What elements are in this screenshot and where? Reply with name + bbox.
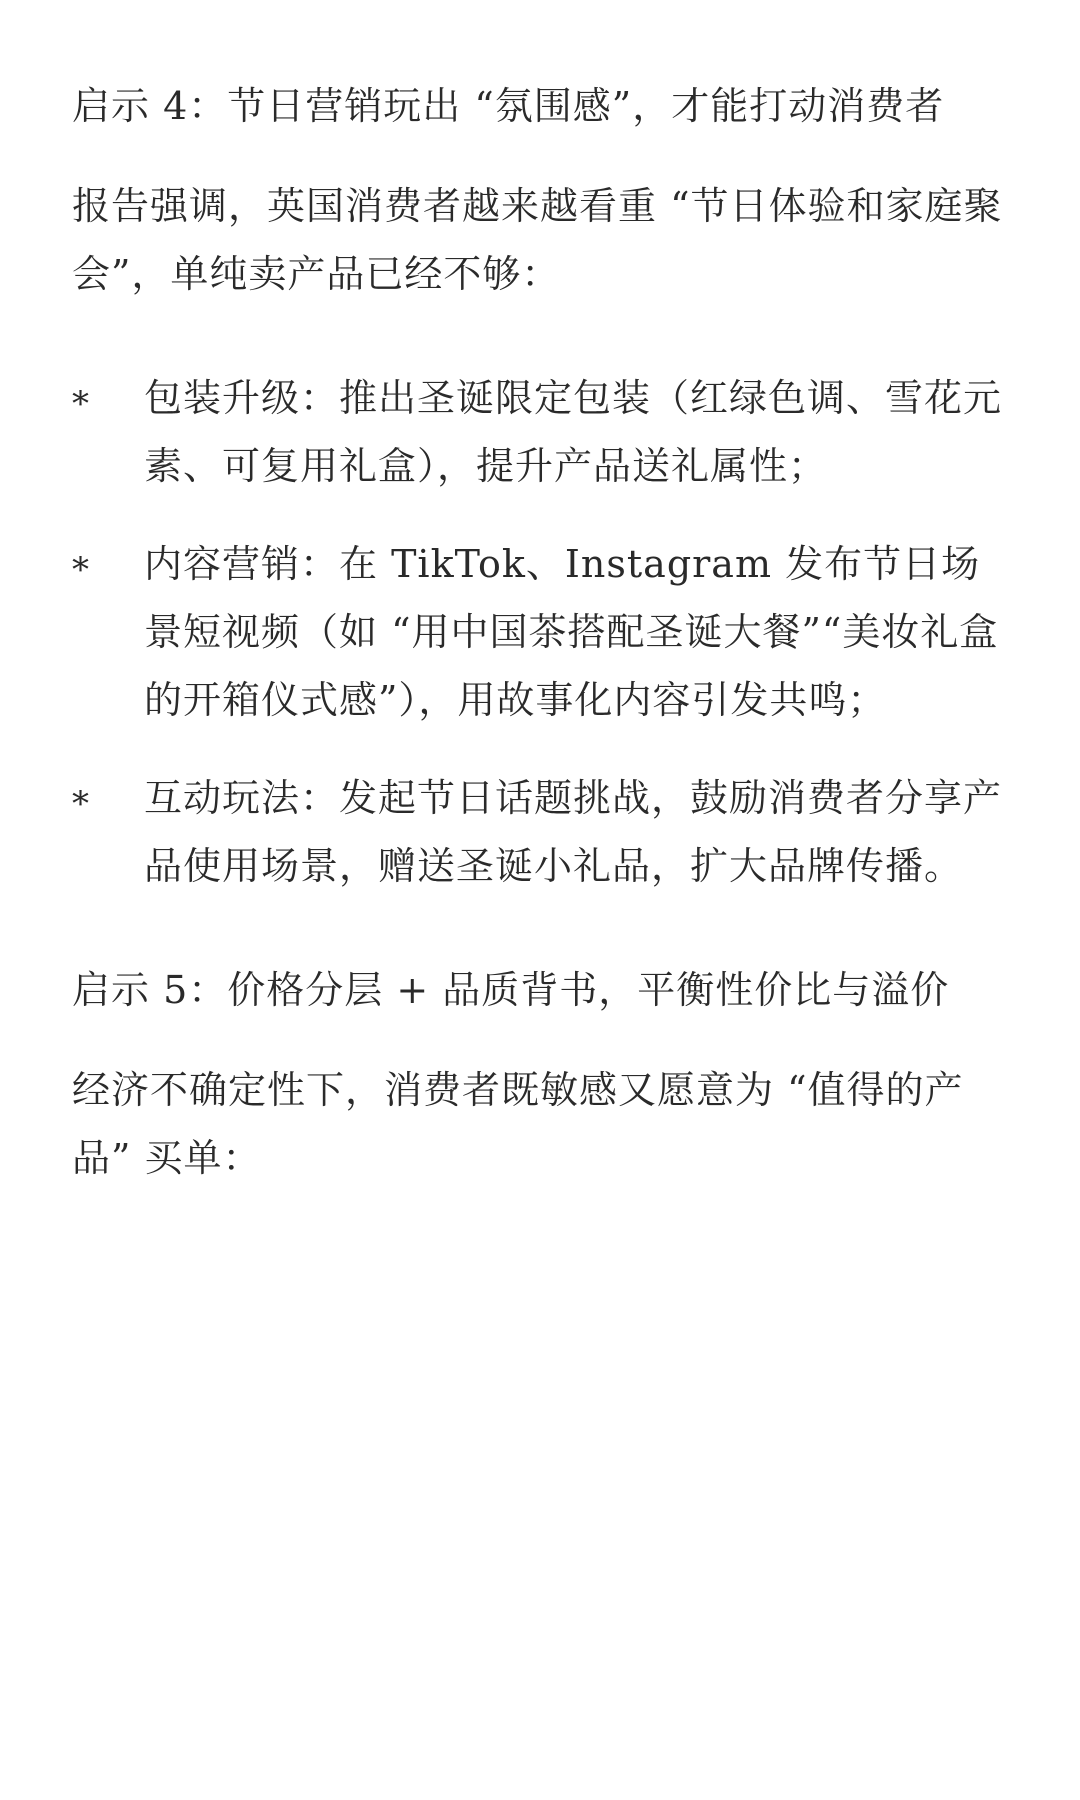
list-item [72, 364, 1008, 500]
section-4-bullet-list [72, 364, 1008, 900]
bullet-asterisk: * [72, 384, 90, 424]
bullet-text-content-marketing: 内容营销：在 TikTok、Instagram 发布节日场景短视频（如 “用中国茶搭配圣诞大餐”“美妆礼盒的开箱仪式感”），用故事化内容引发共鸣； [144, 542, 999, 722]
bullet-asterisk: * [72, 784, 90, 824]
bullet-asterisk: * [72, 550, 90, 590]
bullet-text-packaging: 包装升级：推出圣诞限定包装（红绿色调、雪花元素、可复用礼盒），提升产品送礼属性； [144, 376, 1003, 488]
list-item [72, 764, 1008, 900]
section-4-heading: 启示 4：节日营销玩出 “氛围感”，才能打动消费者 [72, 84, 945, 128]
bullet-text-interaction: 互动玩法：发起节日话题挑战，鼓励消费者分享产品使用场景，赠送圣诞小礼品，扩大品牌传播。 [144, 776, 1003, 888]
section-5-heading: 启示 5：价格分层 + 品质背书，平衡性价比与溢价 [72, 968, 950, 1012]
list-item [72, 530, 1008, 734]
section-4-intro: 报告强调，英国消费者越来越看重 “节日体验和家庭聚会”，单纯卖产品已经不够： [72, 184, 1003, 296]
section-5-intro: 经济不确定性下，消费者既敏感又愿意为 “值得的产品” 买单： [72, 1068, 964, 1180]
